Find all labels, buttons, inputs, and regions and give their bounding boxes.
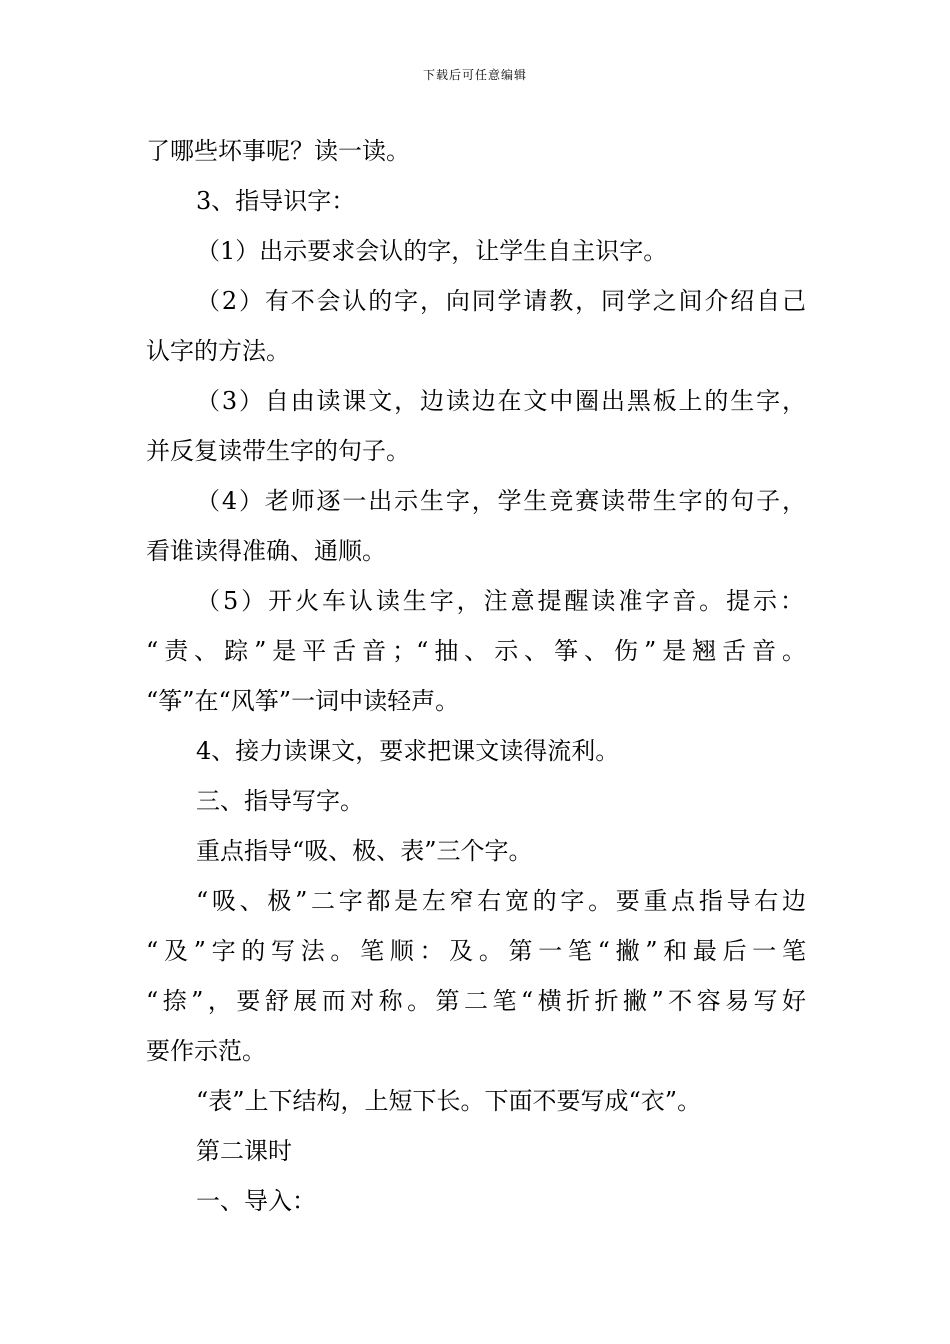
text-line-12: “筝”在“风筝”一词中读轻声。 [146, 687, 460, 715]
text-line-10: （5）开火车认读生字，注意提醒读准字音。提示： [196, 587, 804, 615]
text-line-16: “吸、极”二字都是左窄右宽的字。要重点指导右边 [196, 887, 806, 915]
text-line-6: （3）自由读课文，边读边在文中圈出黑板上的生字， [196, 387, 806, 415]
text-line-2: 3、指导识字： [196, 187, 356, 215]
text-line-8: （4）老师逐一出示生字，学生竞赛读带生字的句子， [196, 487, 806, 515]
text-line-22: 一、导入： [196, 1187, 316, 1215]
text-line-3: （1）出示要求会认的字，让学生自主识字。 [196, 237, 668, 265]
text-line-21: 第二课时 [196, 1137, 292, 1165]
text-line-7: 并反复读带生字的句子。 [146, 437, 410, 465]
text-line-17: “及”字的写法。笔顺：及。第一笔“撇”和最后一笔 [146, 937, 806, 965]
text-line-5: 认字的方法。 [146, 337, 290, 365]
text-line-11: “责、踪”是平舌音；“抽、示、筝、伤”是翘舌音。 [146, 637, 806, 665]
text-line-19: 要作示范。 [146, 1037, 266, 1065]
text-line-13: 4、接力读课文，要求把课文读得流利。 [196, 737, 620, 765]
text-line-9: 看谁读得准确、通顺。 [146, 537, 386, 565]
page-header: 下载后可任意编辑 [422, 68, 527, 82]
text-line-14: 三、指导写字。 [196, 787, 364, 815]
text-line-20: “表”上下结构，上短下长。下面不要写成“衣”。 [196, 1087, 702, 1115]
text-line-4: （2）有不会认的字，向同学请教，同学之间介绍自己 [196, 287, 806, 315]
text-line-18: “捺”，要舒展而对称。第二笔“横折折撇”不容易写好 [146, 987, 806, 1015]
text-line-15: 重点指导“吸、极、表”三个字。 [196, 837, 533, 865]
text-line-1: 了哪些坏事呢？读一读。 [146, 137, 410, 165]
